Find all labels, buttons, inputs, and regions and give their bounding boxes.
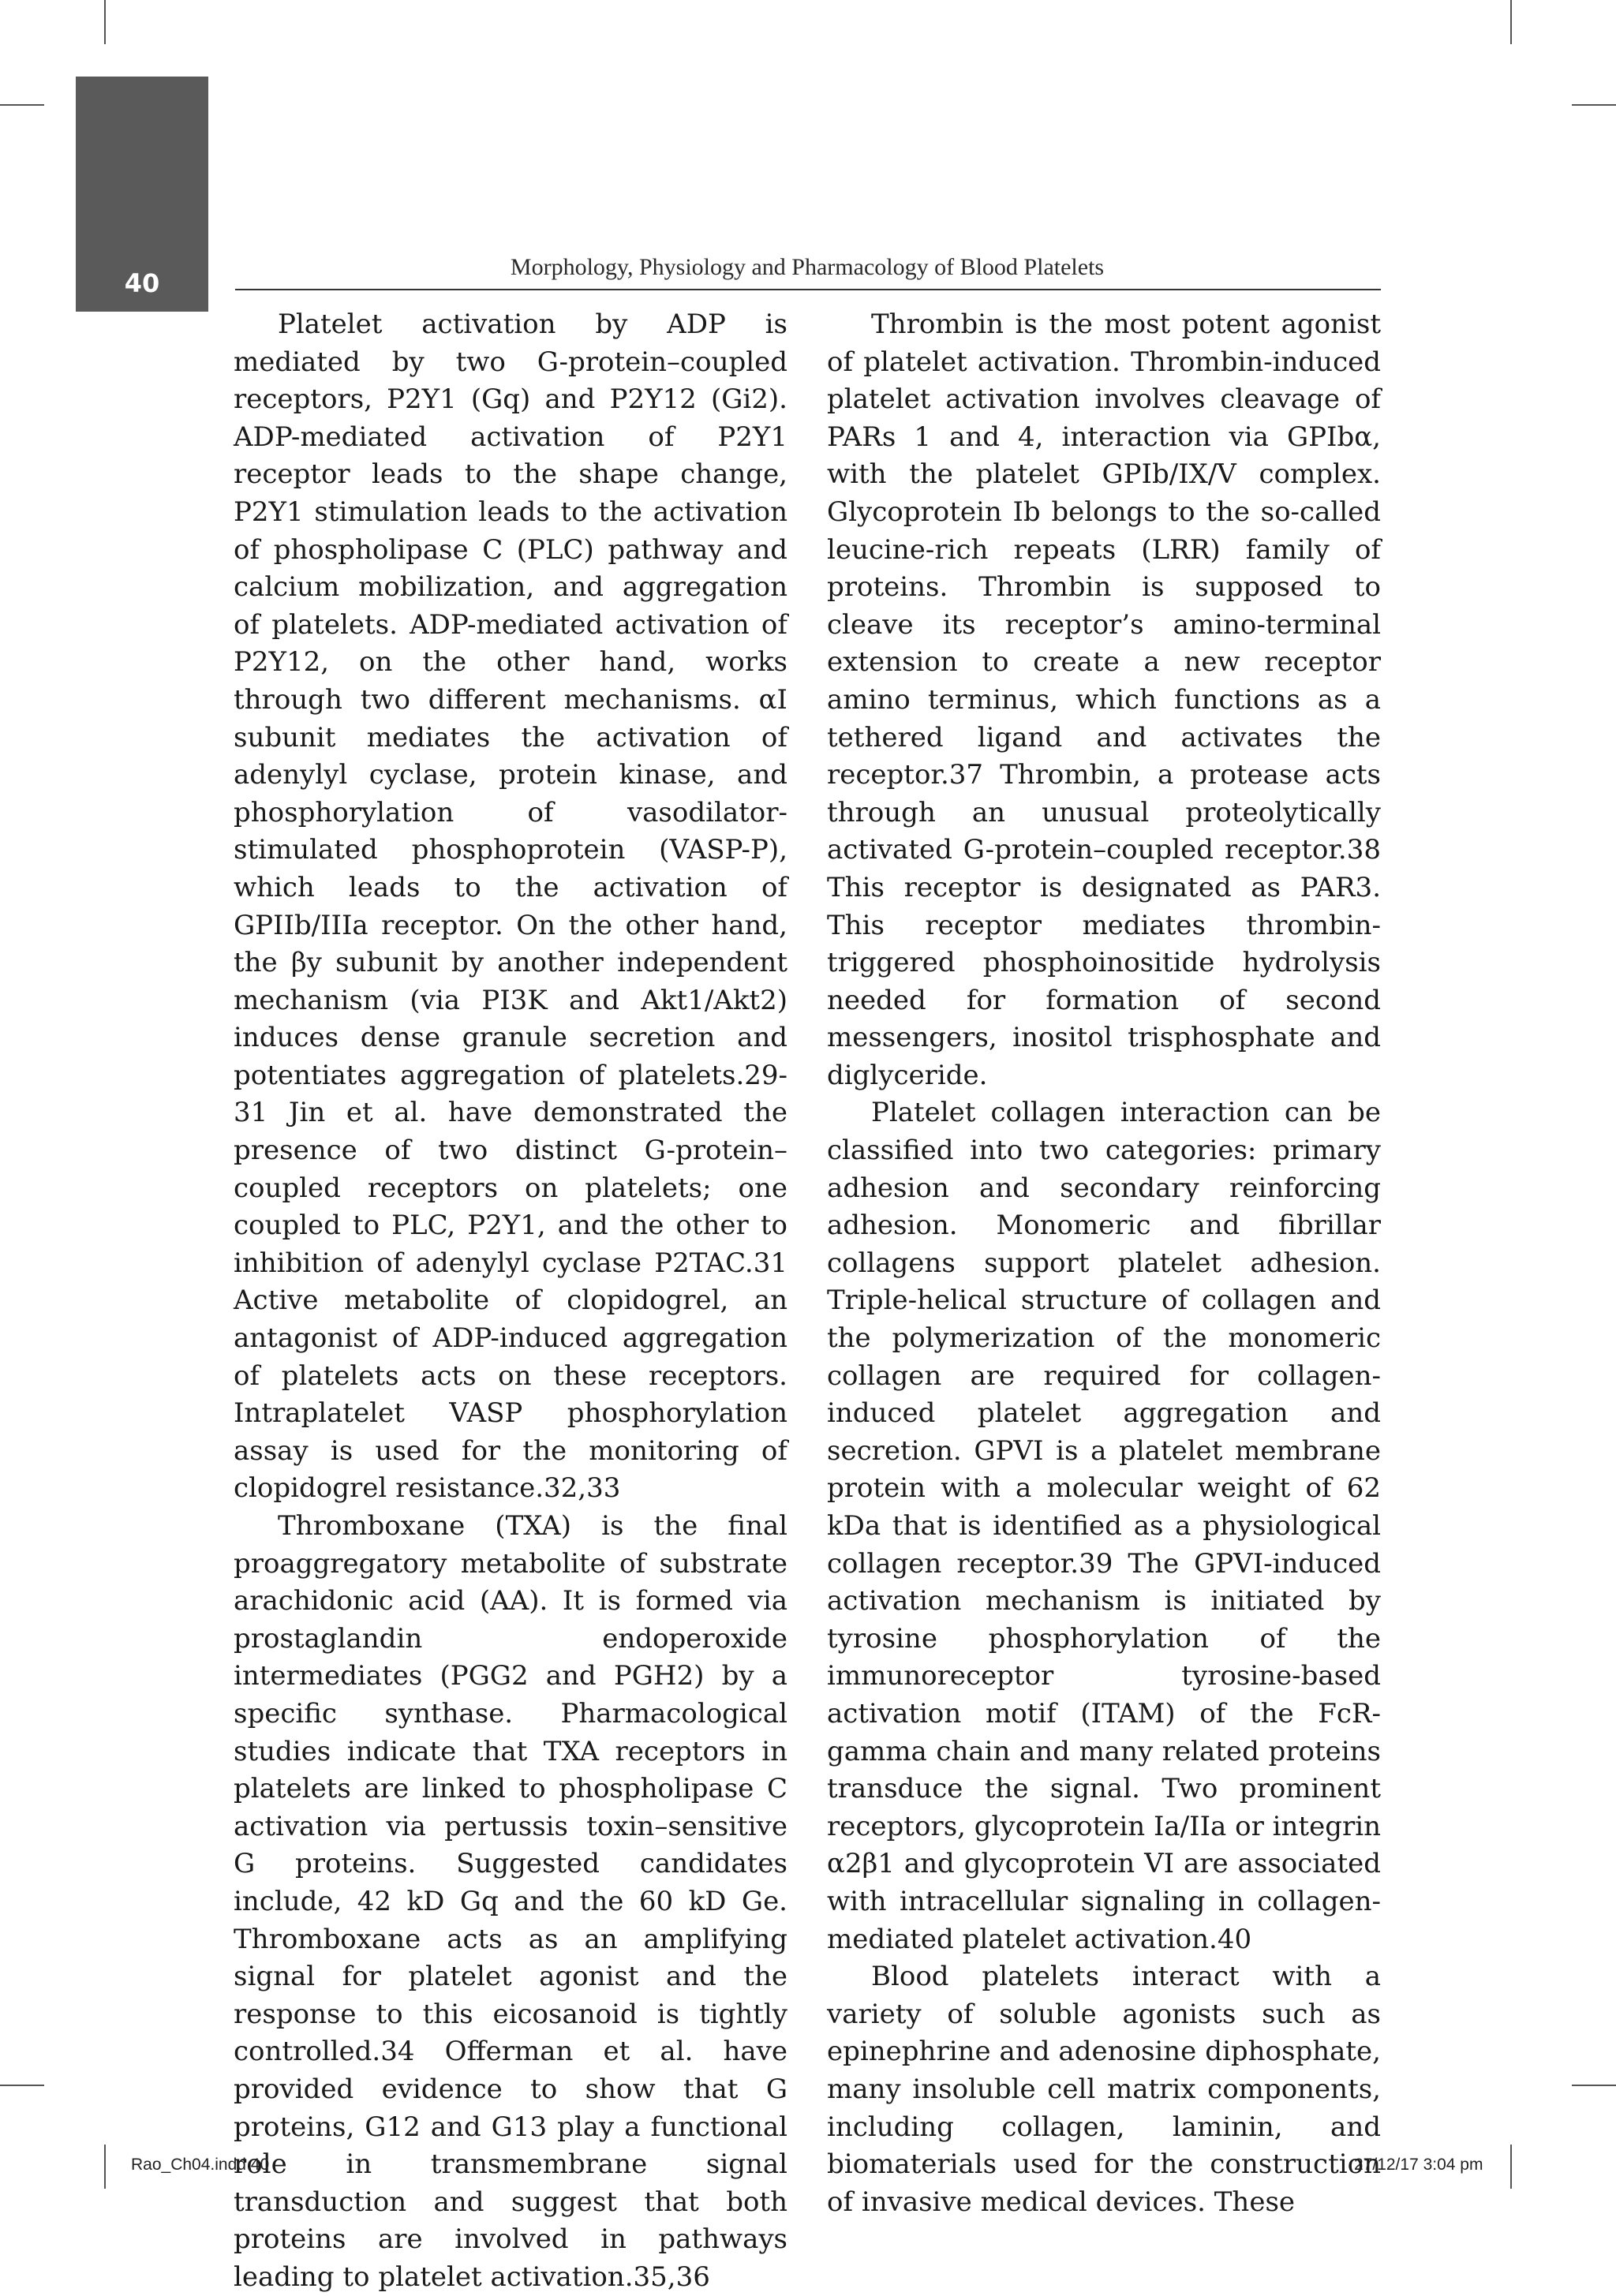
footer-timestamp: 27/12/17 3:04 pm <box>1354 2156 1483 2174</box>
header-rule <box>235 289 1381 290</box>
paragraph: Thromboxane (TXA) is the final proaggregatory metabolite of substrate arachidonic acid (AA). It is formed via prostaglandin endoperoxide intermediates (PGG2 and PGH2) by a specific synthase. Pharmacological studies indicate that TXA receptors in platelets are linked to phospholipase C activation via pertussis toxin–sensitive G proteins. Suggested candidates include, 42 kD Gq and the 60 kD Ge. Thromboxane acts as an amplifying signal for platelet agonist and the response to this eicosanoid is tightly controlled.34 Offerman et al. have provided evidence to show that G proteins, G12 and G13 play a functional role in transmembrane signal transduction and suggest that both proteins are involved in pathways leading to platelet activation.35,36 <box>234 1510 787 2293</box>
left-column <box>234 306 787 2296</box>
crop-mark <box>1572 2085 1616 2086</box>
crop-mark <box>104 0 106 44</box>
page-number: 40 <box>124 268 160 298</box>
paragraph: Platelet collagen interaction can be classified into two categories: primary adhesion and secondary reinforcing adhesion. Monomeric and fibrillar collagens support platelet adhesion. Triple-helical structure of collagen and the polymerization of the monomeric collagen are required for collagen-induced platelet aggregation and secretion. GPVI is a platelet membrane protein with a molecular weight of 62 kDa that is identified as a physiological collagen receptor.39 The GPVI-induced activation mechanism is initiated by tyrosine phosphorylation of the immunoreceptor tyrosine-based activation motif (ITAM) of the FcR-gamma chain and many related proteins transduce the signal. Two prominent receptors, glycoprotein Ia/IIa or integrin α2β1 and glycoprotein VI are associated with intracellular signaling in collagen-mediated platelet activation.40 <box>827 1097 1381 1955</box>
crop-mark <box>1572 104 1616 106</box>
running-head: Morphology, Physiology and Pharmacology of Blood Platelets <box>510 254 1105 280</box>
footer-file-name: Rao_Ch04.indd 40 <box>131 2156 270 2174</box>
crop-mark <box>0 104 44 106</box>
crop-mark <box>104 2145 106 2189</box>
crop-mark <box>0 2085 44 2086</box>
right-column <box>827 306 1381 2221</box>
paragraph: Thrombin is the most potent agonist of platelet activation. Thrombin-induced platelet activation involves cleavage of PARs 1 and 4, interaction via GPIbα, with the platelet GPIb/IX/V complex. Glycoprotein Ib belongs to the so-called leucine-rich repeats (LRR) family of proteins. Thrombin is supposed to cleave its receptor’s amino-terminal extension to create a new receptor amino terminus, which functions as a tethered ligand and activates the receptor.37 Thrombin, a protease acts through an unusual proteolytically activated G-protein–coupled receptor.38 This receptor is designated as PAR3. This receptor mediates thrombin-triggered phosphoinositide hydrolysis needed for formation of second messengers, inositol trisphosphate and diglyceride. <box>827 309 1381 1091</box>
crop-mark <box>1510 0 1512 44</box>
paragraph: Blood platelets interact with a variety of soluble agonists such as epinephrine and adenosine diphosphate, many insoluble cell matrix components, including collagen, laminin, and biomaterials used for the construction of invasive medical devices. These <box>827 1961 1381 2218</box>
paragraph: Platelet activation by ADP is mediated by two G-protein–coupled receptors, P2Y1 (Gq) and P2Y12 (Gi2). ADP-mediated activation of P2Y1 receptor leads to the shape change, P2Y1 stimulation leads to the activation of phospholipase C (PLC) pathway and calcium mobilization, and aggregation of platelets. ADP-mediated activation of P2Y12, on the other hand, works through two different mechanisms. αI subunit mediates the activation of adenylyl cyclase, protein kinase, and phosphorylation of vasodilator-stimulated phosphoprotein (VASP-P), which leads to the activation of GPIIb/IIIa receptor. On the other hand, the βy subunit by another independent mechanism (via PI3K and Akt1/Akt2) induces dense granule secretion and potentiates aggregation of platelets.29-31 Jin et al. have demonstrated the presence of two distinct G-protein–coupled receptors on platelets; one coupled to PLC, P2Y1, and the other to inhibition of adenylyl cyclase P2TAC.31 Active metabolite of clopidogrel, an antagonist of ADP-induced aggregation of platelets acts on these receptors. Intraplatelet VASP phosphorylation assay is used for the monitoring of clopidogrel resistance.32,33 <box>234 309 787 1505</box>
crop-mark <box>1510 2145 1512 2189</box>
